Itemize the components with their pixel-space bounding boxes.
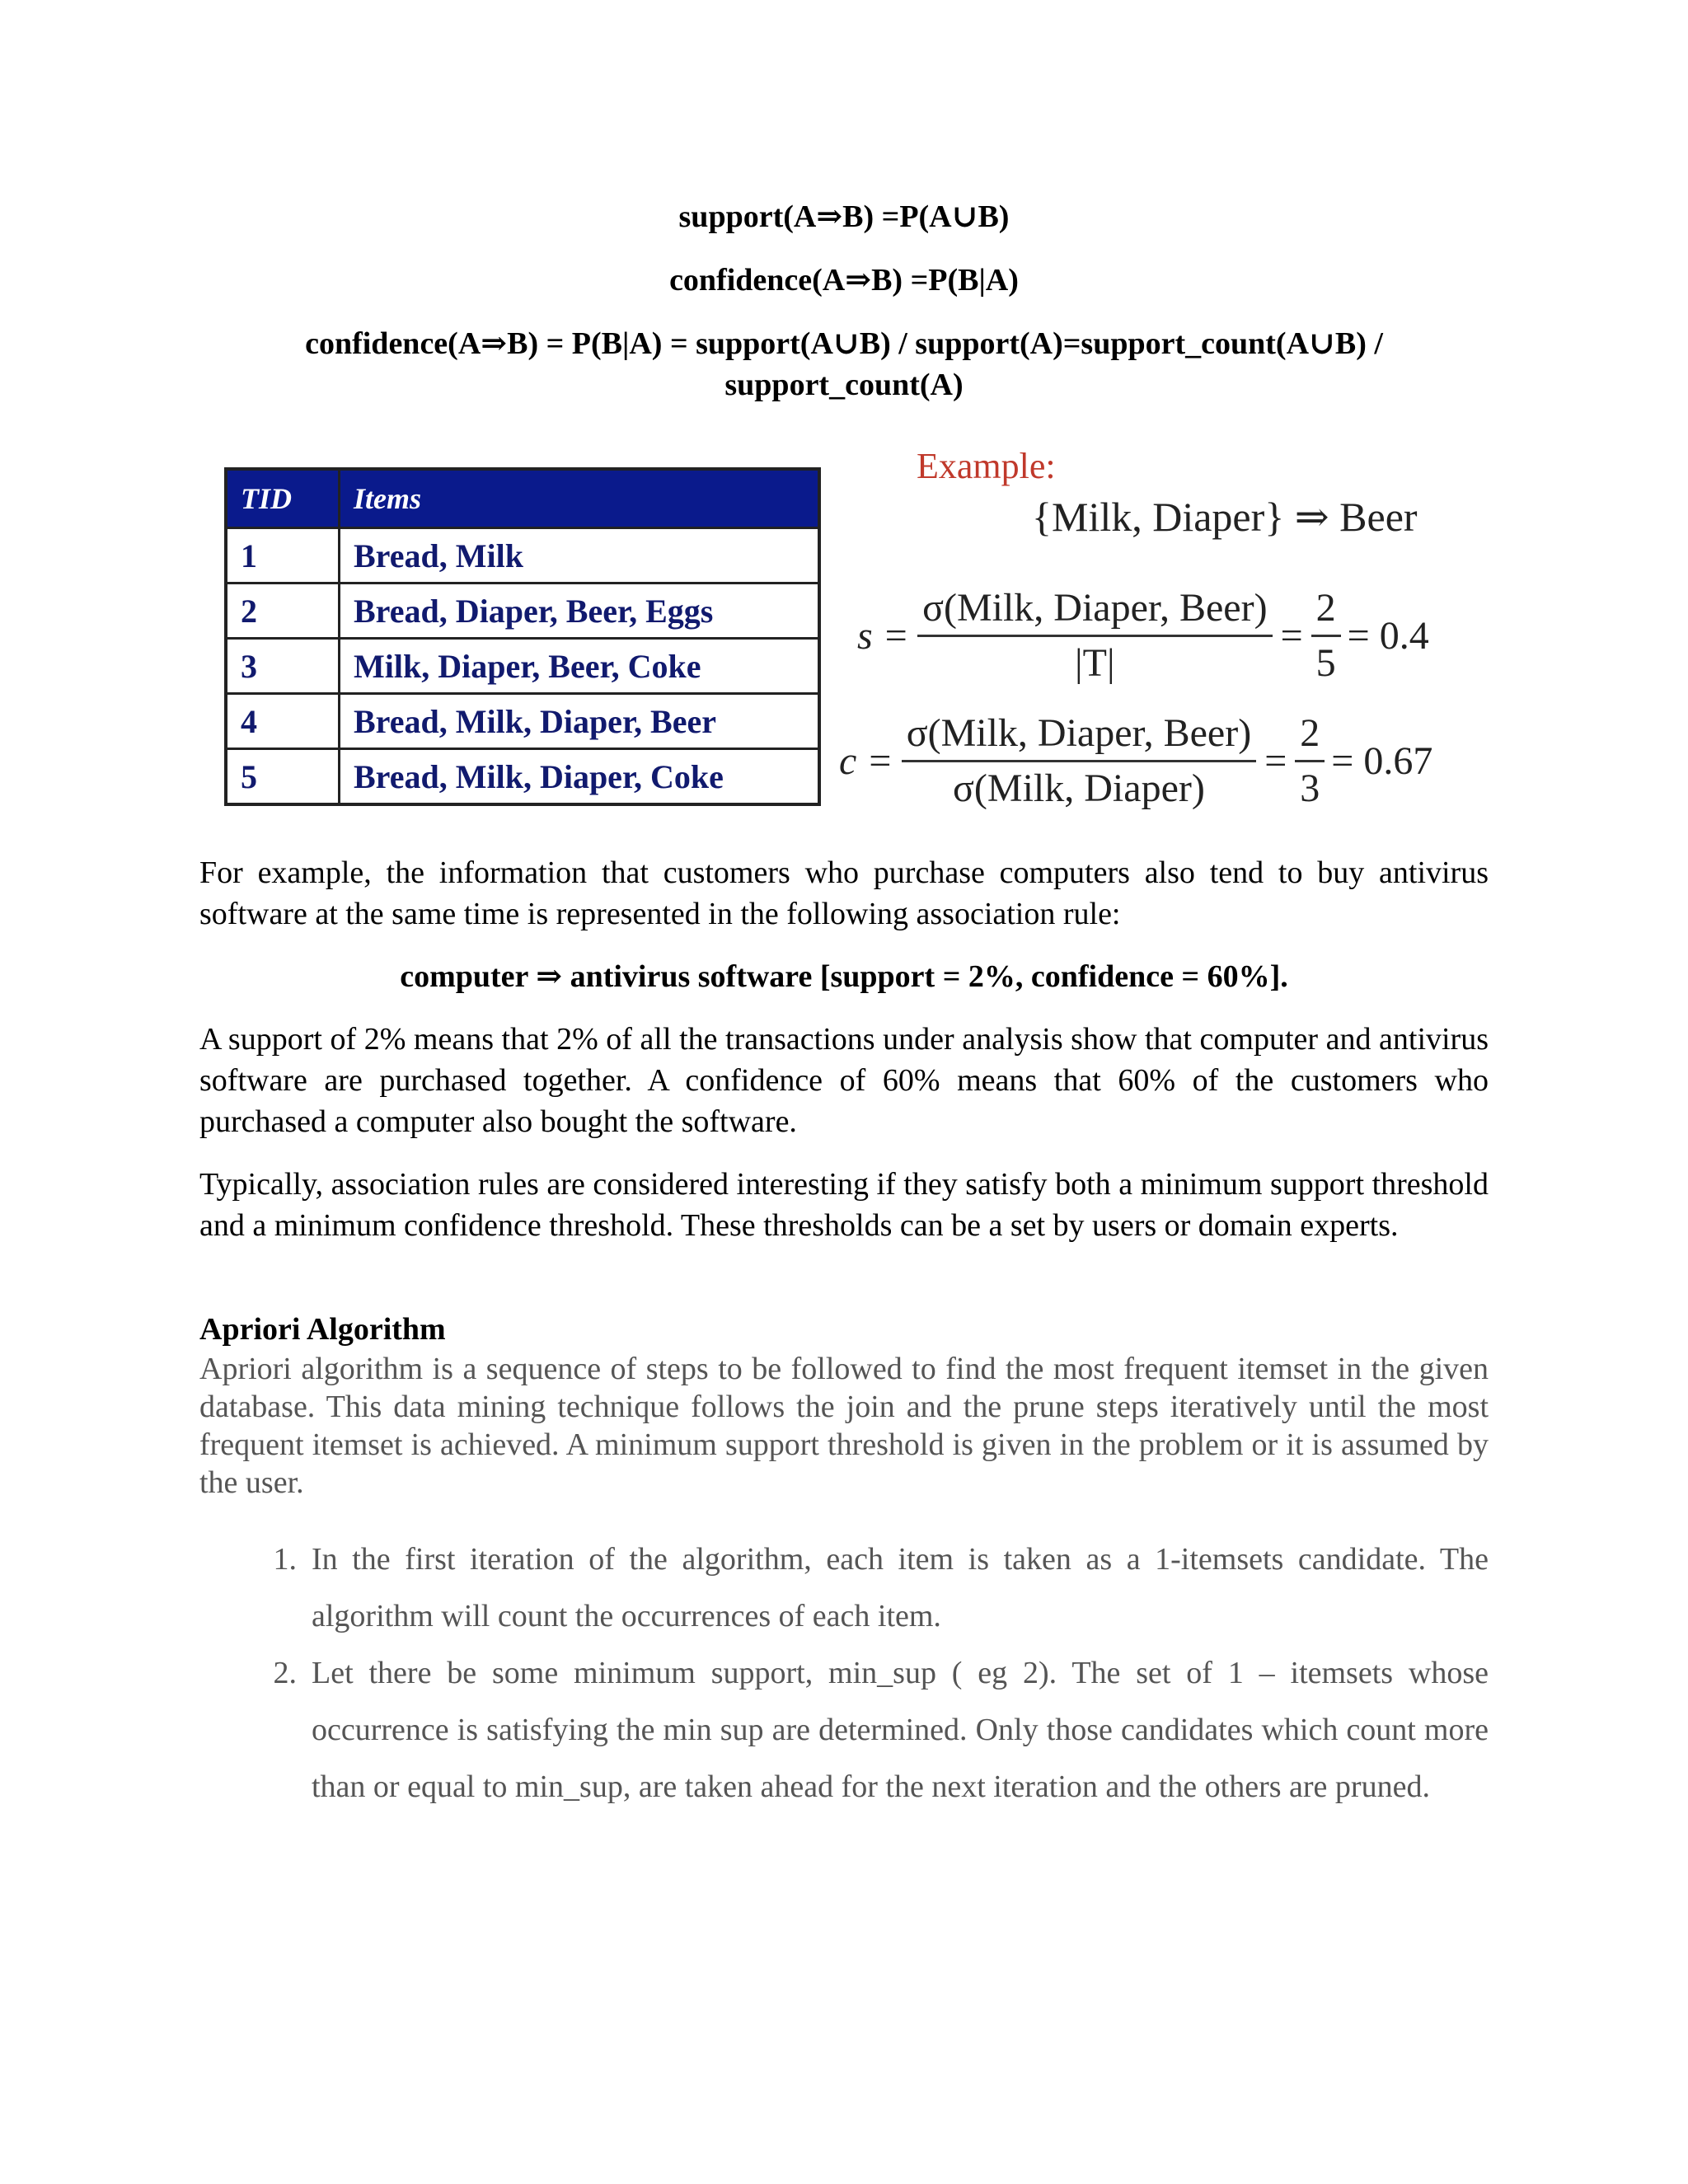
intro-paragraph: For example, the information that customers who purchase computers also tend to buy antivirus software at the same time is represented in the following association rule: [199,855,1489,931]
support-value-numerator: 2 [1311,582,1341,637]
tid-cell: 1 [226,528,340,583]
tid-cell: 5 [226,749,340,805]
transaction-table [224,467,821,806]
confidence-result: = 0.67 [1331,739,1433,783]
tid-cell: 2 [226,583,340,639]
support-explanation-paragraph: A support of 2% means that 2% of all the transactions under analysis show that computer and antivirus software are purchased together. A confidence of 60% means that 60% of the customers who purchased a computer also bought the software. [199,1022,1489,1139]
step-text: Let there be some minimum support, min_sup ( eg 2). The set of 1 – itemsets whose occurrence is satisfying the min sup are determined. Only those candidates which count more than or equal to min_sup, are taken ahead for the next iteration and the others are pruned. [312,1656,1489,1804]
equals-sign: = [1264,739,1287,783]
confidence-numerator: σ(Milk, Diaper, Beer) [902,707,1256,762]
list-item [199,1531,1489,1645]
confidence-var: c = [839,739,893,783]
apriori-heading: Apriori Algorithm [199,1312,446,1347]
support-value-denominator: 5 [1315,641,1336,685]
table-row [226,694,819,749]
confidence-value-numerator: 2 [1295,707,1325,762]
items-cell: Bread, Milk, Diaper, Coke [340,749,820,805]
header-items: Items [340,469,820,528]
apriori-steps-list [199,1531,1489,1816]
confidence-full-formula-line2: support_count(A) [724,368,964,402]
step-number: 1. [273,1542,297,1577]
table-row [226,749,819,805]
support-fraction [917,582,1272,690]
table-header-row [226,469,819,528]
items-cell: Bread, Diaper, Beer, Eggs [340,583,820,639]
step-text: In the first iteration of the algorithm, each item is taken as a 1-itemsets candidate. The algorithm will count the occurrences of each item. [312,1542,1489,1633]
confidence-full-formula-line1: confidence(A⇒B) = P(B|A) = support(A∪B) / support(A)=support_count(A∪B) / [305,326,1383,361]
table-row [226,583,819,639]
support-var: s = [857,614,910,658]
apriori-description: Apriori algorithm is a sequence of steps to be followed to find the most frequent itemset in the given database. This data mining technique follows the join and the prune steps iteratively until the most frequent itemset is achieved. A minimum support threshold is given in the problem or it is assumed by the user. [199,1352,1489,1500]
example-label: Example: [917,446,1056,486]
support-result: = 0.4 [1347,614,1429,658]
tid-cell: 4 [226,694,340,749]
support-calculation [857,582,1429,690]
equals-sign: = [1280,614,1303,658]
confidence-denominator: σ(Milk, Diaper) [953,766,1205,810]
confidence-value-fraction [1295,707,1325,815]
items-cell: Milk, Diaper, Beer, Coke [340,639,820,694]
header-tid: TID [226,469,340,528]
confidence-value-denominator: 3 [1300,766,1320,810]
list-item [199,1645,1489,1816]
confidence-fraction [902,707,1256,815]
items-cell: Bread, Milk, Diaper, Beer [340,694,820,749]
tid-cell: 3 [226,639,340,694]
support-value-fraction [1311,582,1341,690]
confidence-calculation [839,707,1432,815]
confidence-formula: confidence(A⇒B) =P(B|A) [669,263,1019,298]
support-denominator: |T| [1075,641,1115,685]
support-numerator: σ(Milk, Diaper, Beer) [917,582,1272,637]
step-number: 2. [273,1656,297,1690]
thresholds-paragraph: Typically, association rules are considered interesting if they satisfy both a minimum support threshold and a minimum confidence threshold. These thresholds can be a set by users or domain experts. [199,1167,1489,1243]
support-formula: support(A⇒B) =P(A∪B) [678,199,1010,234]
items-cell: Bread, Milk [340,528,820,583]
table-row [226,639,819,694]
association-rule-example: computer ⇒ antivirus software [support = 2%, confidence = 60%]. [400,959,1288,994]
example-rule: {Milk, Diaper} ⇒ Beer [1032,494,1418,540]
table-row [226,528,819,583]
